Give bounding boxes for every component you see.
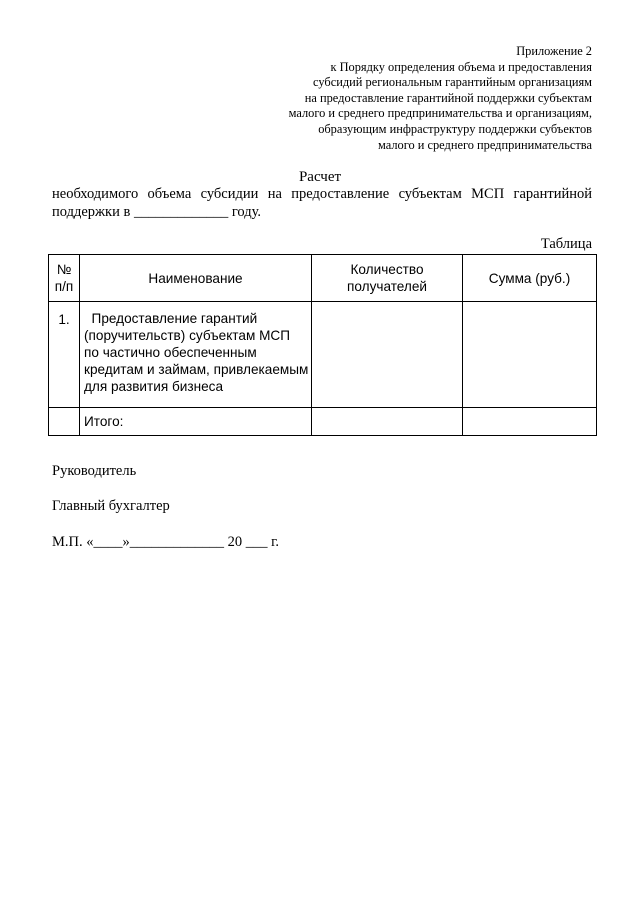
row-name [80, 302, 312, 408]
document-title: Расчет [298, 169, 342, 185]
total-label: Итого: [80, 408, 312, 436]
table-header-row [49, 255, 597, 302]
total-count [312, 408, 463, 436]
accountant-signature-label: Главный бухгалтер [52, 498, 170, 514]
header-sum: Сумма (руб.) [463, 255, 597, 302]
appendix-line: Приложение 2 [516, 44, 592, 58]
head-signature-label: Руководитель [52, 463, 137, 479]
appendix-line: к Порядку определения объема и предоставления [330, 59, 592, 74]
table-row [49, 302, 597, 408]
row-count [312, 302, 463, 408]
row-name-line: по частично обеспеченным [84, 345, 257, 360]
appendix-heading [289, 44, 592, 153]
appendix-line: малого и среднего предпринимательства и организациям, [288, 106, 592, 121]
header-count [312, 255, 463, 302]
header-num [49, 255, 80, 302]
header-count-line: получателей [347, 279, 427, 294]
appendix-line: на предоставление гарантийной поддержки субъектам [304, 90, 592, 105]
appendix-line: субсидий региональным гарантийным организациям [313, 75, 592, 90]
header-num-line: № [56, 262, 72, 277]
header-name: Наименование [80, 255, 312, 302]
appendix-line: образующим инфраструктуру поддержки субъектов [318, 121, 592, 136]
row-name-line: Предоставление гарантий [84, 311, 258, 326]
calculation-table [48, 254, 597, 436]
total-row [49, 408, 597, 436]
appendix-line: малого и среднего предпринимательства [377, 137, 592, 152]
total-sum [463, 408, 597, 436]
row-name-line: для развития бизнеса [84, 379, 224, 394]
table-caption: Таблица [540, 236, 592, 252]
total-num [49, 408, 80, 436]
stamp-date-line: М.П. «____»_____________ 20 ___ г. [52, 534, 280, 550]
row-name-line: (поручительств) субъектам МСП [84, 328, 290, 343]
row-num: 1. [49, 302, 80, 408]
header-num-line: п/п [54, 279, 74, 294]
row-sum [463, 302, 597, 408]
document-subtitle: необходимого объема субсидии на предоставление субъектам МСП гарантийной поддержки в _____________ году. [52, 186, 592, 220]
row-name-line: кредитам и займам, привлекаемым [84, 362, 309, 377]
header-count-line: Количество [350, 262, 424, 277]
